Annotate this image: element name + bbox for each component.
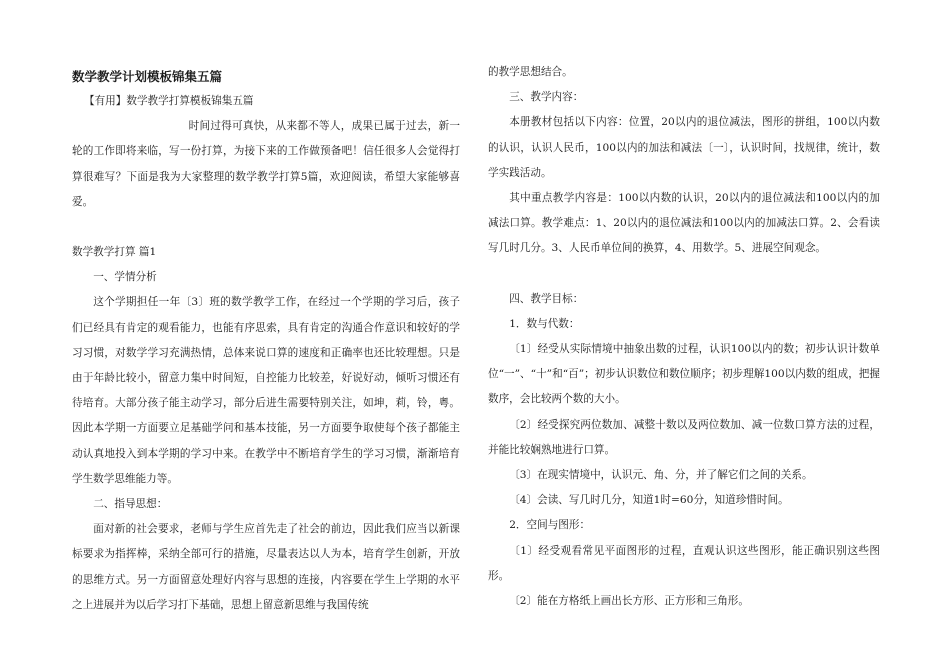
paragraph-continuation: 的教学思想结合。 xyxy=(488,66,573,78)
goal-item: 〔2〕能在方格纸上画出长方形、正方形和三角形。 xyxy=(509,595,749,608)
spacer xyxy=(488,262,880,287)
heading-teaching-content: 三、教学内容： xyxy=(509,91,584,104)
heading-teaching-goals: 四、教学目标： xyxy=(509,292,584,305)
goal-item: 〔3〕在现实情境中，认识元、角、分，并了解它们之间的关系。 xyxy=(509,469,813,482)
paragraph-teaching-content: 本册教材包括以下内容：位置，20以内的退位减法，图形的拼组，100以内数的认识，认识人民币，100以内的加法和减法〔一〕，认识时间，找规律，统计，数学实践活动。 xyxy=(488,116,880,179)
paragraph-guiding-thought: 面对新的社会要求，老师与学生应首先走了社会的前边，因此我们应当以新课标要求为指挥棒，采纳全部可行的措施，尽量表达以人为本，培育学生创新，开放的思维方式。另一方面留意处理好内容与思想的连接，内容要在学生上学期的水平之上进展并为以后学习打下基础，思想上留意新思维与我国传统 xyxy=(72,523,460,611)
intro-paragraph: 时间过得可真快，从来都不等人，成果已属于过去，新一轮的工作即将来临，写一份打算，为接下来的工作做预备吧！信任很多人会觉得打算很难写？下面是我为大家整理的数学教学打算5篇，欢迎阅读，希望大家能够喜爱。 xyxy=(72,120,460,208)
goal-item: 〔1〕经受观看常见平面图形的过程，直观认识这些图形，能正确识别这些图形。 xyxy=(488,544,880,582)
spacer xyxy=(72,215,460,240)
document-title: 数学教学计划模板锦集五篇 xyxy=(72,69,223,84)
section-title: 数学教学打算 篇1 xyxy=(72,246,157,259)
goal-item: 〔1〕经受从实际情境中抽象出数的过程，认识100以内的数；初步认识计数单位“一”、“十”和“百”；初步认识数位和数位顺序；初步理解100以内数的组成，把握数序，会比较两个数的大小。 xyxy=(488,343,880,406)
paragraph-learning-analysis: 这个学期担任一年〔3〕班的数学教学工作，在经过一个学期的学习后，孩子们已经具有肯定的观看能力，也能有序思索，具有肯定的沟通合作意识和较好的学习习惯，对数学学习充满热情，总体来说口算的速度和正确率也还比较理想。只是由于年龄比较小，留意力集中时间短，自控能力比较差，好说好动，倾听习惯还有待培育。大部分孩子能主动学习，部分后进生需要特别关注，如坤，莉，铃，粤。因此本学期一方面要立足基础学问和基本技能，另一方面要争取使每个孩子都能主动认真地投入到本学期的学习中来。在教学中不断培育学生的学习习惯，渐渐培育学生数学思维能力等。 xyxy=(72,296,460,485)
subheading-numbers-algebra: 1．数与代数： xyxy=(509,317,580,330)
goal-item: 〔2〕经受探究两位数加、减整十数以及两位数加、减一位数口算方法的过程，并能比较娴熟地进行口算。 xyxy=(488,418,880,456)
heading-guiding-thought: 二、指导思想： xyxy=(93,498,168,511)
heading-learning-analysis: 一、学情分析 xyxy=(93,271,157,284)
right-column xyxy=(488,60,880,614)
goal-item: 〔4〕会读、写几时几分，知道1时=60分，知道珍惜时间。 xyxy=(509,494,789,507)
left-column xyxy=(72,60,460,618)
paragraph-key-points: 其中重点教学内容是：100以内数的认识，20以内的退位减法和100以内的加减法口算。教学难点：1、20以内的退位减法和100以内的加减法口算。2、会看读写几时几分。3、人民币单位间的换算，4、用数学。5、进展空间观念。 xyxy=(488,192,880,255)
document-subtitle: 【有用】数学教学打算模板锦集五篇 xyxy=(84,95,254,107)
subheading-space-shapes: 2．空间与图形： xyxy=(509,519,591,532)
